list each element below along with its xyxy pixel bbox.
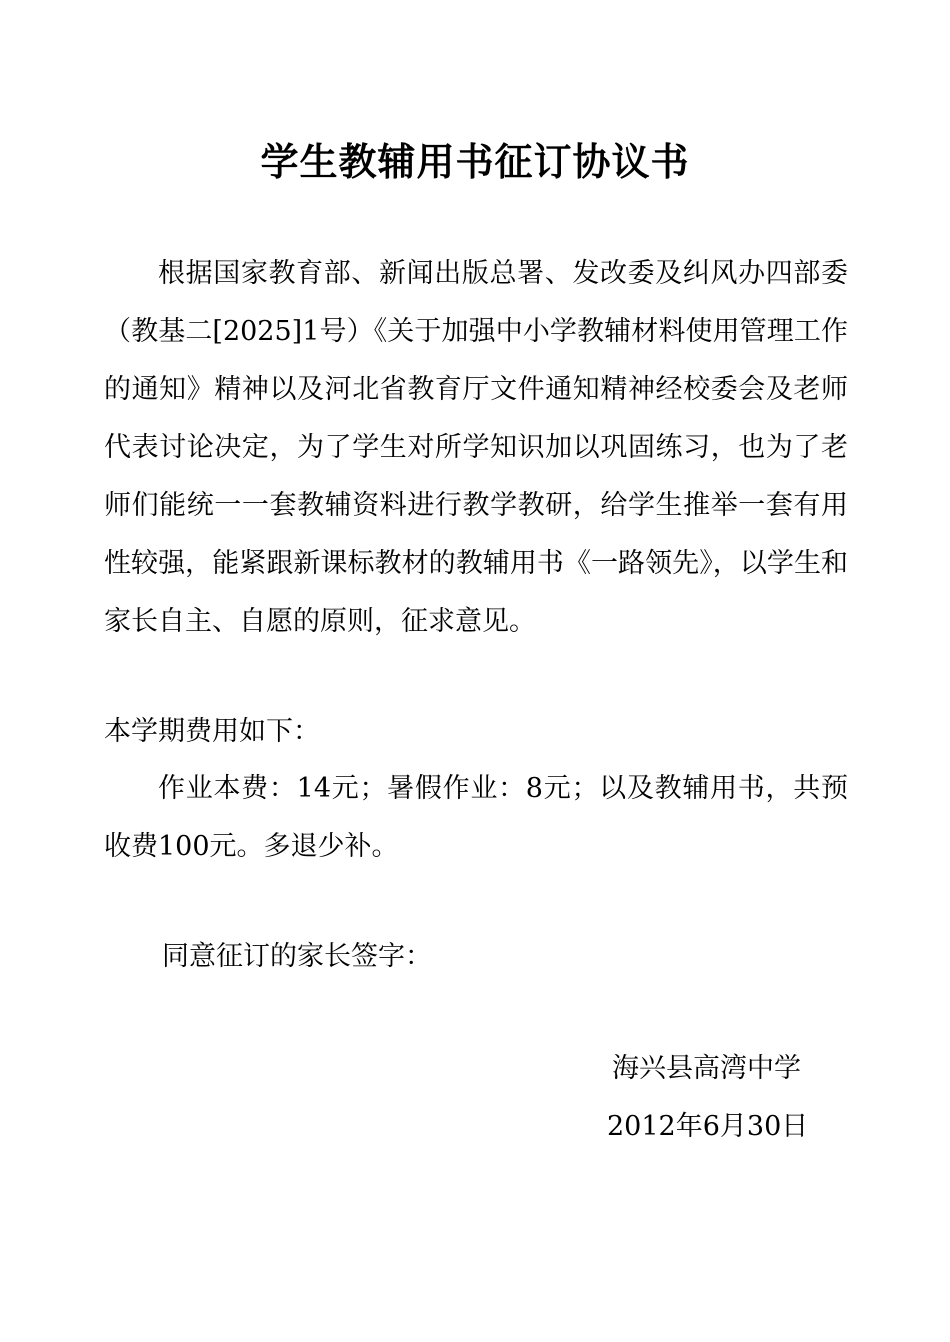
fees-label: 本学期费用如下：: [104, 716, 320, 747]
body-paragraph-2: 作业本费：14元；暑假作业：8元；以及教辅用书，共预收费100元。多退少补。: [104, 773, 848, 862]
parent-signature-label: 同意征订的家长签字：: [162, 941, 432, 972]
school-name: 海兴县高湾中学: [612, 1053, 801, 1084]
document-date: 2012年6月30日: [607, 1111, 809, 1142]
document-title: 学生教辅用书征订协议书: [260, 140, 690, 184]
body-paragraph-1: 根据国家教育部、新闻出版总署、发改委及纠风办四部委（教基二[2025]1号）《关于加强中小学教辅材料使用管理工作的通知》精神以及河北省教育厅文件通知精神经校委会及老师代表讨论决定，为了学生对所学知识加以巩固练习，也为了老师们能统一一套教辅资料进行教学教研，给学生推举一套有用性较强，能紧跟新课标教材的教辅用书《一路领先》，以学生和家长自主、自愿的原则，征求意见。: [104, 258, 848, 637]
